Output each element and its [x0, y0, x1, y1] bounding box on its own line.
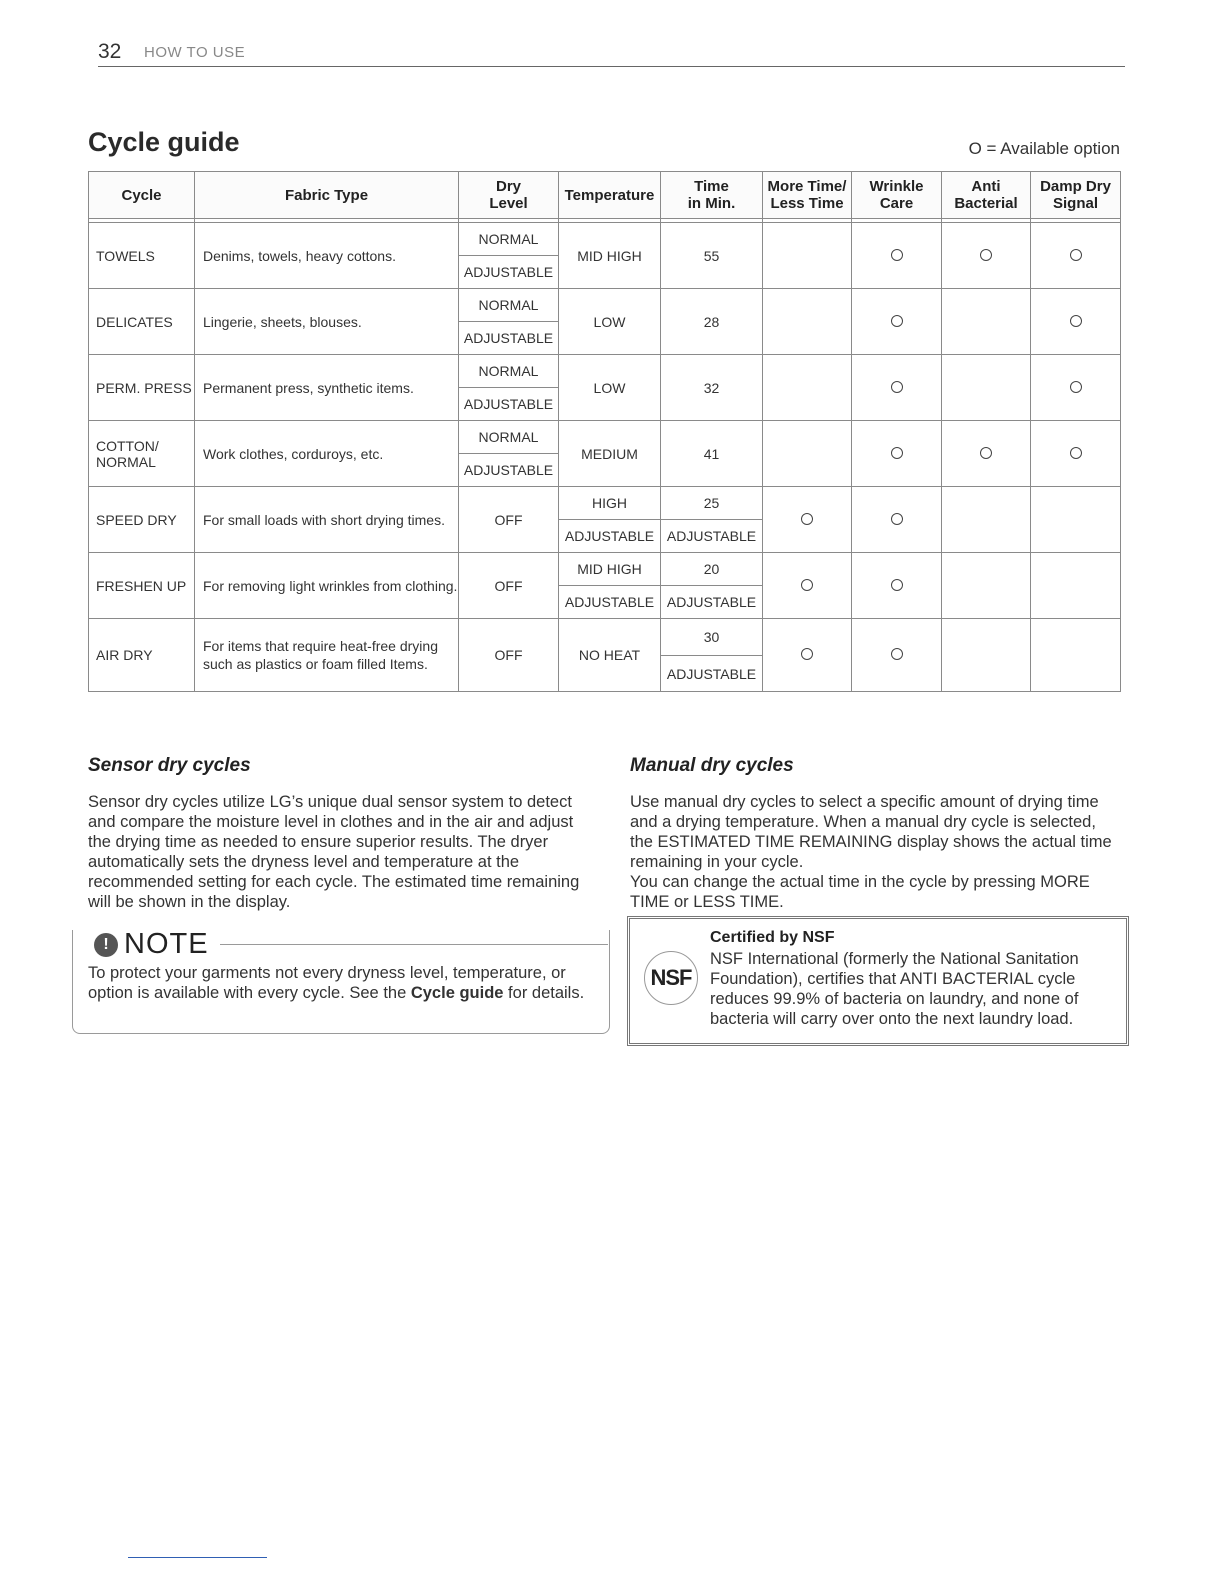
anti-bacterial-cell — [942, 421, 1031, 487]
time: 25 — [661, 487, 763, 520]
anti-bacterial-cell — [942, 223, 1031, 289]
available-option-icon — [980, 447, 992, 459]
dry-level: NORMAL — [459, 355, 559, 388]
more-time-cell — [763, 553, 852, 619]
wrinkle-care-cell — [852, 289, 942, 355]
nsf-title: Certified by NSF — [710, 929, 835, 946]
anti-bacterial-cell — [942, 619, 1031, 692]
damp-dry-cell — [1031, 355, 1121, 421]
nsf-logo-icon: NSF — [644, 951, 698, 1005]
time: 32 — [661, 355, 763, 421]
anti-bacterial-cell — [942, 553, 1031, 619]
note-text: To protect your garments not every dryness level, temperature, or option is available with every cycle. See the Cycle guide for details. — [88, 964, 585, 1002]
header-fabric-type: Fabric Type — [195, 172, 459, 219]
more-time-cell — [763, 223, 852, 289]
available-option-icon — [891, 579, 903, 591]
nsf-text: NSF International (formerly the National Sanitation Foundation), certifies that ANTI BACTERIAL cycle reduces 99.9% of bacteria on laundry, and none of bacteria will carry over onto the next laundry load. — [710, 950, 1079, 1028]
wrinkle-care-cell — [852, 421, 942, 487]
available-option-icon — [801, 513, 813, 525]
damp-dry-cell — [1031, 289, 1121, 355]
available-option-icon — [891, 513, 903, 525]
time: 30 — [661, 619, 763, 656]
exclamation-icon: ! — [94, 933, 118, 957]
note-header — [80, 928, 217, 961]
manual-dry-heading: Manual dry cycles — [630, 755, 794, 776]
wrinkle-care-cell — [852, 619, 942, 692]
temperature: HIGH — [559, 487, 661, 520]
dry-level: OFF — [459, 487, 559, 553]
temperature: MEDIUM — [559, 421, 661, 487]
note-title: NOTE — [124, 928, 209, 960]
damp-dry-cell — [1031, 619, 1121, 692]
more-time-cell — [763, 289, 852, 355]
anti-bacterial-cell — [942, 355, 1031, 421]
fabric-type: For items that require heat-free drying such as plastics or foam filled Items. — [195, 619, 459, 692]
dry-level: ADJUSTABLE — [459, 388, 559, 421]
dry-level: NORMAL — [459, 289, 559, 322]
fabric-type: For removing light wrinkles from clothing. — [195, 553, 459, 619]
sensor-dry-heading: Sensor dry cycles — [88, 755, 251, 776]
table-row — [89, 421, 1121, 454]
note-divider — [220, 944, 608, 945]
available-option-icon — [891, 249, 903, 261]
header-wrinkle-care: Wrinkle Care — [852, 172, 942, 219]
available-option-icon — [1070, 381, 1082, 393]
cycle-name: SPEED DRY — [89, 487, 195, 553]
wrinkle-care-cell — [852, 487, 942, 553]
available-option-icon — [801, 648, 813, 660]
anti-bacterial-cell — [942, 487, 1031, 553]
manual-dry-text — [630, 792, 1120, 912]
cycle-name: DELICATES — [89, 289, 195, 355]
table-header-row — [89, 172, 1121, 219]
more-time-cell — [763, 619, 852, 692]
header-anti-bacterial: Anti Bacterial — [942, 172, 1031, 219]
dry-level: OFF — [459, 619, 559, 692]
damp-dry-cell — [1031, 421, 1121, 487]
fabric-type: For small loads with short drying times. — [195, 487, 459, 553]
available-option-icon — [980, 249, 992, 261]
header-dry-level: Dry Level — [459, 172, 559, 219]
available-option-icon — [1070, 447, 1082, 459]
header-cycle: Cycle — [89, 172, 195, 219]
available-option-icon — [1070, 315, 1082, 327]
sensor-dry-text: Sensor dry cycles utilize LG’s unique dual sensor system to detect and compare the moisture level in clothes and in the air and adjust the drying time as needed to ensure superior results. The dryer automatically sets the dryness level and temperature at the recommended setting for each cycle. The estimated time remaining will be shown in the display. — [88, 793, 580, 911]
available-option-icon — [891, 315, 903, 327]
table-row — [89, 355, 1121, 388]
time: ADJUSTABLE — [661, 586, 763, 619]
legend-note: O = Available option — [968, 139, 1120, 158]
section-name: HOW TO USE — [144, 44, 246, 61]
cycle-name: AIR DRY — [89, 619, 195, 692]
cycle-name: FRESHEN UP — [89, 553, 195, 619]
dry-level: NORMAL — [459, 421, 559, 454]
time: 20 — [661, 553, 763, 586]
more-time-cell — [763, 355, 852, 421]
temperature: MID HIGH — [559, 553, 661, 586]
available-option-icon — [891, 648, 903, 660]
manual-dry-text-2: You can change the actual time in the cycle by pressing MORE TIME or LESS TIME. — [630, 873, 1090, 911]
damp-dry-cell — [1031, 553, 1121, 619]
anti-bacterial-cell — [942, 289, 1031, 355]
dry-level: NORMAL — [459, 223, 559, 256]
temperature: ADJUSTABLE — [559, 586, 661, 619]
page-header — [98, 38, 1125, 67]
table-row — [89, 487, 1121, 520]
table-row — [89, 289, 1121, 322]
time: 55 — [661, 223, 763, 289]
time: ADJUSTABLE — [661, 656, 763, 692]
dry-level: OFF — [459, 553, 559, 619]
dry-level: ADJUSTABLE — [459, 256, 559, 289]
temperature: MID HIGH — [559, 223, 661, 289]
available-option-icon — [891, 381, 903, 393]
page-title: Cycle guide — [88, 127, 240, 157]
time: 41 — [661, 421, 763, 487]
fabric-type: Lingerie, sheets, blouses. — [195, 289, 459, 355]
available-option-icon — [891, 447, 903, 459]
manual-dry-text-1: Use manual dry cycles to select a specific amount of drying time and a drying temperature. When a manual dry cycle is selected, the ESTIMATED TIME REMAINING display shows the actual time remaining in your cycle. — [630, 793, 1112, 871]
table-row — [89, 553, 1121, 586]
temperature: LOW — [559, 289, 661, 355]
fabric-type: Work clothes, corduroys, etc. — [195, 421, 459, 487]
footer-line — [128, 1557, 267, 1558]
cycle-name: COTTON/ NORMAL — [89, 421, 195, 487]
temperature: ADJUSTABLE — [559, 520, 661, 553]
cycle-name: TOWELS — [89, 223, 195, 289]
fabric-type: Permanent press, synthetic items. — [195, 355, 459, 421]
temperature: LOW — [559, 355, 661, 421]
fabric-type: Denims, towels, heavy cottons. — [195, 223, 459, 289]
more-time-cell — [763, 487, 852, 553]
dry-level: ADJUSTABLE — [459, 322, 559, 355]
nsf-certification-box — [627, 916, 1129, 1046]
wrinkle-care-cell — [852, 223, 942, 289]
table-row — [89, 223, 1121, 256]
table-row — [89, 619, 1121, 656]
damp-dry-cell — [1031, 487, 1121, 553]
dry-level: ADJUSTABLE — [459, 454, 559, 487]
available-option-icon — [801, 579, 813, 591]
time: ADJUSTABLE — [661, 520, 763, 553]
cycle-guide-reference: Cycle guide — [410, 984, 504, 1002]
page-number: 32 — [98, 40, 122, 63]
more-time-cell — [763, 421, 852, 487]
time: 28 — [661, 289, 763, 355]
header-more-time: More Time/ Less Time — [763, 172, 852, 219]
temperature: NO HEAT — [559, 619, 661, 692]
header-temperature: Temperature — [559, 172, 661, 219]
cycle-guide-table — [88, 171, 1121, 692]
wrinkle-care-cell — [852, 355, 942, 421]
available-option-icon — [1070, 249, 1082, 261]
header-time: Time in Min. — [661, 172, 763, 219]
header-damp-dry: Damp Dry Signal — [1031, 172, 1121, 219]
wrinkle-care-cell — [852, 553, 942, 619]
cycle-name: PERM. PRESS — [89, 355, 195, 421]
damp-dry-cell — [1031, 223, 1121, 289]
